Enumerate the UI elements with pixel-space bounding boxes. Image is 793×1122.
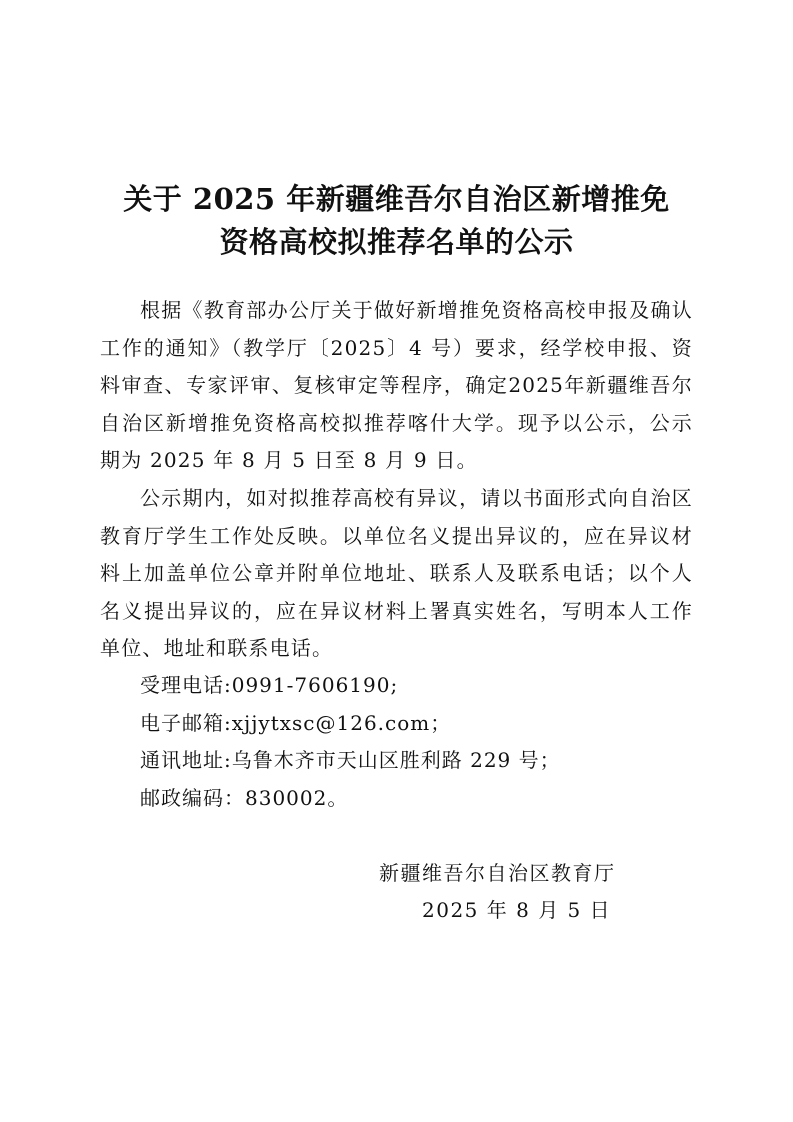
- contact-postcode: 邮政编码：830002。: [140, 786, 349, 810]
- body-paragraph-2: 公示期内，如对拟推荐高校有异议，请以书面形式向自治区教育厅学生工作处反映。以单位名义提出异议的，应在异议材料上加盖单位公章并附单位地址、联系人及联系电话；以个人名义提出异议的，应在异议材料上署真实姓名，写明本人工作单位、地址和联系电话。: [100, 486, 693, 660]
- contact-phone: 受理电话:0991-7606190;: [140, 673, 399, 697]
- document-title-line-2: 资格高校拟推荐名单的公示: [219, 225, 574, 259]
- signature-organization: 新疆维吾尔自治区教育厅: [379, 861, 616, 885]
- signature-date: 2025 年 8 月 5 日: [422, 898, 612, 922]
- document-title-line-1: 关于 2025 年新疆维吾尔自治区新增推免: [123, 182, 670, 216]
- body-paragraph-1: 根据《教育部办公厅关于做好新增推免资格高校申报及确认工作的通知》（教学厅〔2025〕4 号）要求，经学校申报、资料审查、专家评审、复核审定等程序，确定2025年新疆维吾尔自治区新增推免资格高校拟推荐喀什大学。现予以公示，公示期为 2025 年 8 月 5 日至 8 月 9 日。: [100, 298, 693, 472]
- contact-address: 通讯地址:乌鲁木齐市天山区胜利路 229 号；: [140, 748, 561, 772]
- contact-email: 电子邮箱:xjjytxsc@126.com；: [140, 711, 452, 735]
